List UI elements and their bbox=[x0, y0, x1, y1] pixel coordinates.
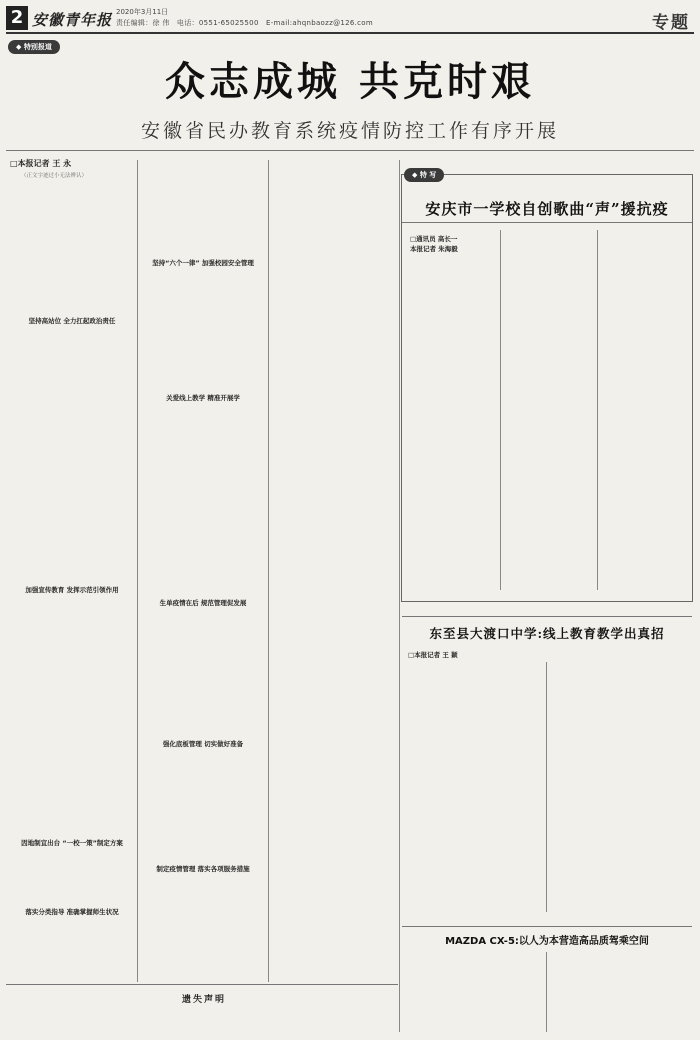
sidebar-title: 东至县大渡口中学:线上教育教学出真招 bbox=[429, 626, 665, 641]
body-text: （正文字迹过小无法辨认） bbox=[21, 173, 88, 179]
section-heading: 关爱线上教学 精准开展学 bbox=[166, 394, 240, 402]
issue-date: 2020年3月11日 bbox=[116, 8, 169, 16]
column-rule bbox=[546, 952, 547, 1032]
sidebar-title: 安庆市一学校自创歌曲“声”援抗疫 bbox=[425, 200, 669, 218]
main-byline: □本报记者 王 永 bbox=[10, 159, 72, 168]
headline: 众志成城 共克时艰 bbox=[165, 58, 535, 105]
paper-name: 安徽青年报 bbox=[32, 11, 113, 29]
column-rule bbox=[399, 160, 400, 1032]
sidebar-tag: ◆ 特 写 bbox=[404, 168, 444, 182]
notice-title: 遗失声明 bbox=[181, 995, 226, 1005]
masthead bbox=[6, 4, 694, 34]
divider bbox=[402, 222, 692, 223]
feature-tag: ◆ 特别报道 bbox=[8, 40, 60, 54]
section-heading: 因地制宜出台 “一校一策”制定方案 bbox=[21, 839, 123, 847]
divider bbox=[402, 616, 692, 617]
section-heading: 制定疫情管理 落实各项服务措施 bbox=[156, 865, 250, 873]
section-heading: 强化底板管理 切实做好准备 bbox=[162, 740, 244, 748]
section-heading: 坚持高站位 全力扛起政治责任 bbox=[28, 317, 116, 325]
section-label: 专题 bbox=[652, 13, 690, 33]
sidebar-title: MAZDA CX-5:以人为本营造高品质驾乘空间 bbox=[445, 936, 649, 947]
sidebar-byline: □本报记者 王 颖 bbox=[408, 651, 458, 659]
section-heading: 落实分类指导 准确掌握师生状况 bbox=[25, 908, 119, 916]
column-rule bbox=[546, 662, 547, 912]
article-column-1 bbox=[10, 172, 134, 982]
page-number: 2 bbox=[6, 6, 28, 30]
column-rule bbox=[500, 230, 501, 590]
section-heading: 加强宣传教育 发挥示范引领作用 bbox=[25, 586, 119, 594]
divider bbox=[402, 926, 692, 927]
column-rule bbox=[597, 230, 598, 590]
article-column-2 bbox=[141, 158, 265, 982]
editor-contact: 责任编辑：徐 伟 电话：0551-65025500 E-mail:ahqnbaozz@126.com bbox=[116, 19, 374, 27]
sidebar-byline: 本报记者 朱海毅 bbox=[410, 245, 458, 253]
divider bbox=[6, 150, 694, 151]
divider bbox=[6, 984, 398, 985]
column-rule bbox=[137, 160, 138, 982]
section-heading: 坚持“六个一律” 加强校园安全管理 bbox=[152, 259, 254, 267]
section-heading: 生单疫情在后 规范管理促发展 bbox=[159, 599, 247, 607]
column-rule bbox=[268, 160, 269, 982]
sidebar-byline: □通讯员 高长一 bbox=[410, 235, 458, 243]
subheadline: 安徽省民办教育系统疫情防控工作有序开展 bbox=[140, 120, 559, 142]
